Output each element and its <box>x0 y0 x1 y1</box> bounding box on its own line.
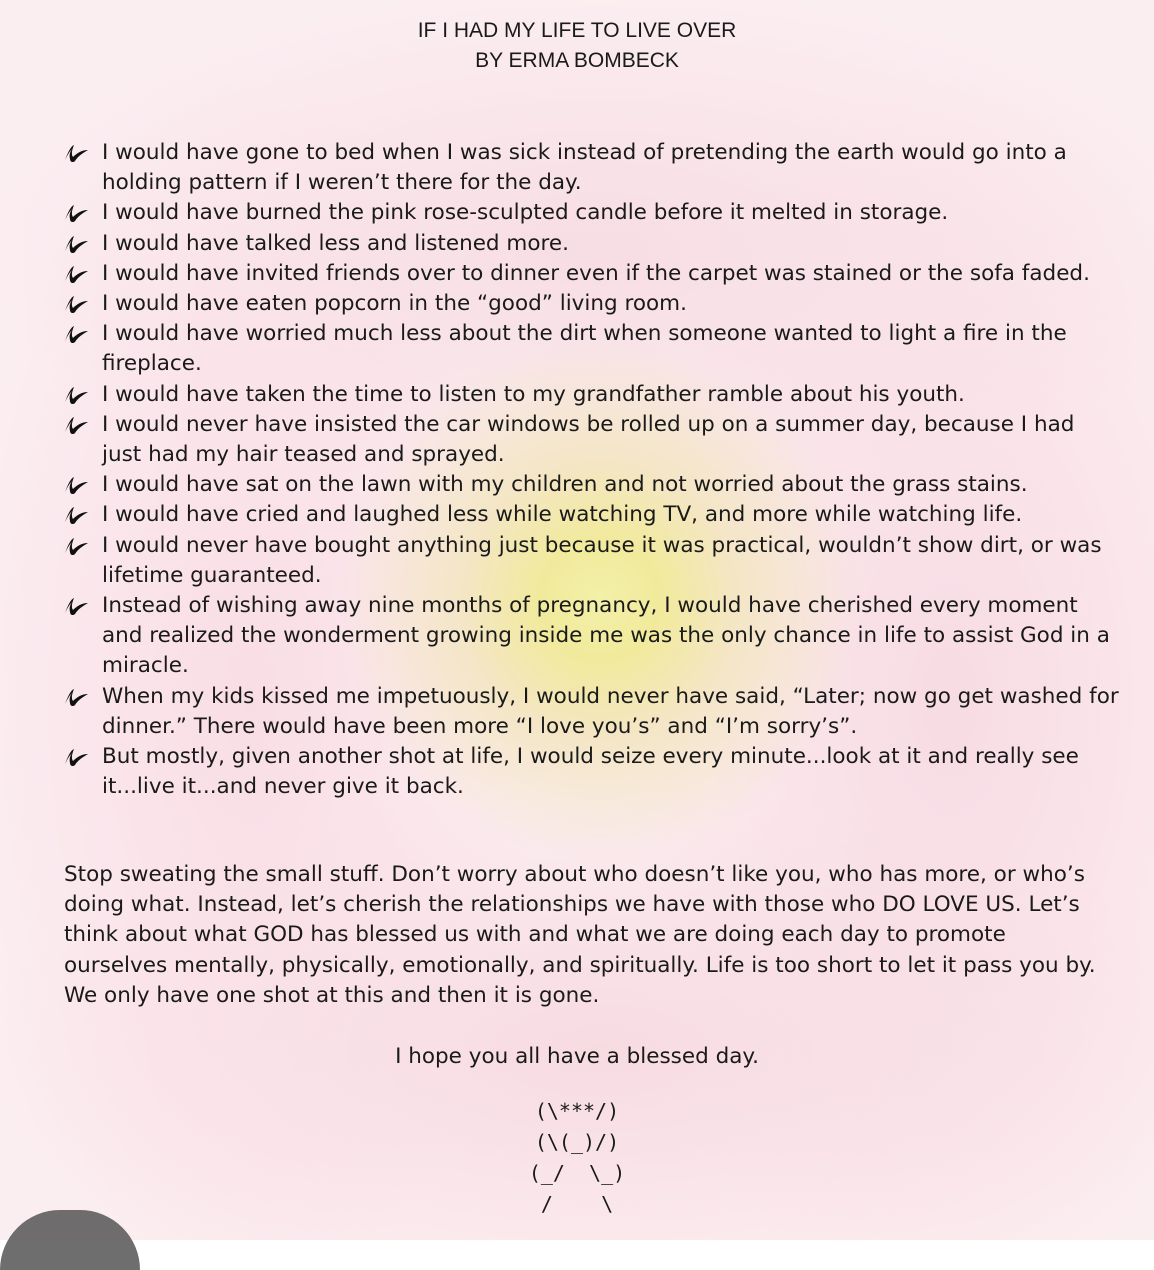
blessing-line: I hope you all have a blessed day. <box>395 1044 759 1069</box>
closing-paragraph: Stop sweating the small stuff. Don’t worry about who doesn’t like you, who has more, or who’s doing what. Instead, let’s cherish the relationships we have with those who DO LOVE US. Let’s think about what GOD has blessed us with and what we are doing each day to promote ourselves mentally, physically, emotionally, and spiritually. Life is too short to let it pass you by. We only have one shot at this and then it is gone. <box>64 862 1096 1008</box>
list-item <box>60 289 1120 319</box>
list-item-text: I would have invited friends over to dinner even if the carpet was stained or the sofa faded. <box>102 260 1090 286</box>
checkmark-bullet-icon <box>62 533 90 557</box>
list-item <box>60 682 1120 742</box>
list-item-text: I would never have insisted the car windows be rolled up on a summer day, because I had just had my hair teased and sprayed. <box>102 411 1075 468</box>
list-item <box>60 229 1120 259</box>
checkmark-bullet-icon <box>62 502 90 526</box>
list-item-text: I would have talked less and listened more. <box>102 230 569 256</box>
ascii-bunny-art <box>0 1096 1154 1220</box>
list-item <box>60 531 1120 591</box>
list-item <box>60 319 1120 379</box>
ascii-art-line: (_/ \_) <box>528 1161 626 1185</box>
checkmark-bullet-icon <box>62 321 90 345</box>
list-item-text: I would have eaten popcorn in the “good” living room. <box>102 291 687 317</box>
list-item <box>60 470 1120 500</box>
list-item-text: I would have burned the pink rose-sculpted candle before it melted in storage. <box>102 200 949 226</box>
list-item <box>60 591 1120 682</box>
checkmark-bullet-icon <box>62 382 90 406</box>
list-item-text: I would have gone to bed when I was sick instead of pretending the earth would go into a holding pattern if I weren’t there for the day. <box>102 140 1067 196</box>
ascii-art-line: (\***/) <box>534 1099 620 1123</box>
list-item-text: But mostly, given another shot at life, I would seize every minute...look at it and really see it...live it...and never give it back. <box>102 744 1079 800</box>
list-item <box>60 138 1120 198</box>
list-item-text: I would have cried and laughed less while watching TV, and more while watching life. <box>102 502 1023 528</box>
list-item-text: When my kids kissed me impetuously, I would never have said, “Later; now go get washed for dinner.” There would have been more “I love you’s” and “I’m sorry’s”. <box>102 683 1119 739</box>
ascii-art-line: (\(_)/) <box>534 1130 620 1154</box>
ascii-art-line: / \ <box>540 1192 614 1216</box>
poem-title: IF I HAD MY LIFE TO LIVE OVER <box>417 19 737 42</box>
checkmark-bullet-icon <box>62 261 90 285</box>
checkmark-bullet-icon <box>62 684 90 708</box>
list-item <box>60 742 1120 802</box>
checkmark-bullet-icon <box>62 140 90 164</box>
list-item-text: I would have taken the time to listen to my grandfather ramble about his youth. <box>102 381 965 407</box>
checkmark-bullet-icon <box>62 472 90 496</box>
list-item <box>60 198 1120 228</box>
checkmark-bullet-icon <box>62 744 90 768</box>
poem-author: BY ERMA BOMBECK <box>475 49 679 72</box>
list-item <box>60 380 1120 410</box>
list-item-text: I would never have bought anything just because it was practical, wouldn’t show dirt, or was lifetime guaranteed. <box>102 532 1102 588</box>
list-item <box>60 410 1120 470</box>
checkmark-bullet-icon <box>62 593 90 617</box>
list-item <box>60 500 1120 530</box>
checkmark-bullet-icon <box>62 200 90 224</box>
list-item-text: I would have worried much less about the dirt when someone wanted to light a fire in the fireplace. <box>102 321 1067 377</box>
regrets-list <box>60 138 1120 802</box>
checkmark-bullet-icon <box>62 291 90 315</box>
list-item-text: Instead of wishing away nine months of pregnancy, I would have cherished every moment and realized the wonderment growing inside me was the only chance in life to assist God in a miracle. <box>102 593 1110 679</box>
list-item <box>60 259 1120 289</box>
checkmark-bullet-icon <box>62 231 90 255</box>
list-item-text: I would have sat on the lawn with my children and not worried about the grass stains. <box>102 472 1028 498</box>
checkmark-bullet-icon <box>62 412 90 436</box>
